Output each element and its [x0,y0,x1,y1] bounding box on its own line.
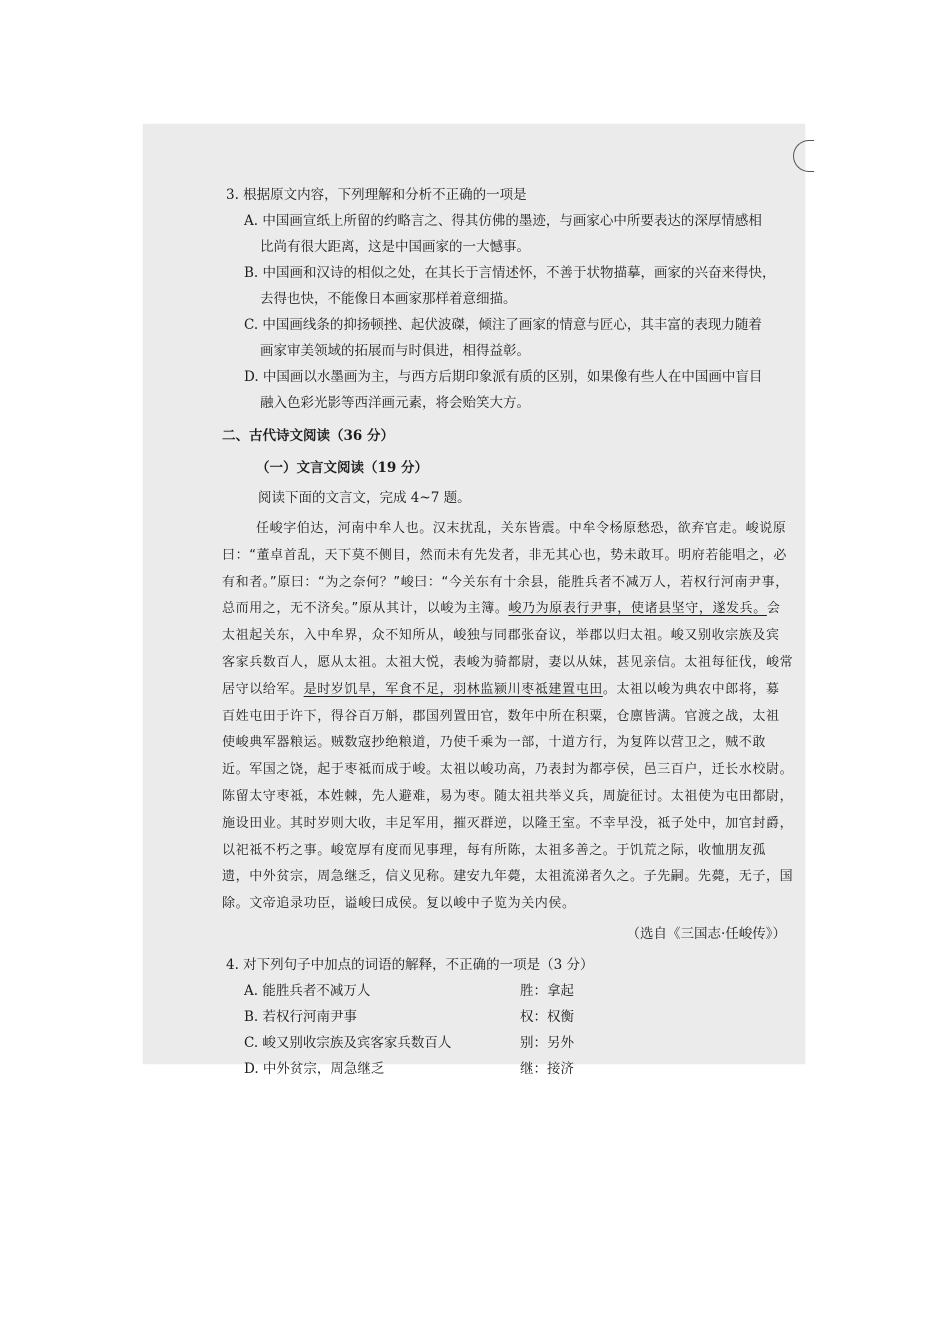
passage-source: （选自《三国志·任峻传》） [626,925,786,942]
passage-text: 有和者。”原曰：“为之奈何？”峻曰：“今关东有十余县，能胜兵者不减万人，若权行河南尹事， [222,574,789,590]
reading-instruction: 阅读下面的文言文，完成 4~7 题。 [258,490,471,506]
passage-text: 任峻字伯达，河南中牟人也。汉末扰乱，关东皆震。中牟令杨原愁恐，欲弃官走。峻说原 [256,521,787,536]
passage-text: 会 [766,601,781,617]
q4-option-b-sentence: B. 若权行河南尹事 [244,1008,358,1025]
passage-text: 百姓屯田于许下，得谷百万斛，郡国列置田官，数年中所在积粟，仓廪皆满。官渡之战，太祖 [222,708,780,724]
passage-line [222,730,794,757]
passage-text: 除。文帝追录功臣，谥峻曰成侯。复以峻中子览为关内侯。 [222,896,576,912]
passage-line [222,891,794,918]
q4-option-d-answer: 继：接济 [520,1060,574,1077]
passage-line [222,811,794,838]
passage-line [222,784,794,811]
passage-text: 以祀祗不朽之事。峻宽厚有度而见事理，每有所陈，太祖多善之。于饥荒之际，收恤朋友孤 [222,842,767,858]
passage-text: 曰：“董卓首乱，天下莫不侧目，然而未有先发者，非无其心也，势未敢耳。明府若能唱之，必 [222,547,787,563]
question-3 [222,182,794,416]
passage-text: 施设田业。其时岁则大收，丰足军用，摧灭群逆，以隆王室。不幸早没，祗子处中，加官封爵， [222,815,794,831]
q4-option-a-sentence: A. 能胜兵者不减万人 [244,982,371,999]
q4-option-a-answer: 胜：拿起 [520,982,574,999]
q4-option-d [244,1056,794,1082]
q3-option-c-line1: C. 中国画线条的抑扬顿挫、起伏波磔，倾注了画家的情意与匠心，其丰富的表现力随着 [244,317,762,333]
document-content [222,182,794,1082]
q4-option-b [244,1004,794,1030]
section-2-title: 二、古代诗文阅读（36 分） [222,428,394,444]
underlined-sentence: 峻乃为原表行尹事，使诸县坚守，遂发兵。 [508,601,767,617]
passage-text: 使峻典军器粮运。贼数寇抄绝粮道，乃使千乘为一部，十道方行，为复阵以营卫之，贼不敢 [222,735,767,751]
passage-line [222,677,794,704]
passage-text: 太祖起关东，入中牟界，众不知所从，峻独与同郡张奋议，举郡以归太祖。峻又别收宗族及宾 [222,628,780,644]
passage-text: 客家兵数百人，愿从太祖。太祖大悦，表峻为骑都尉，妻以从妹，甚见亲信。太祖每征伐，峻常 [222,654,794,670]
q3-option-a-line2: 比尚有很大距离，这是中国画家的一大憾事。 [260,239,530,255]
question-4 [222,952,794,1082]
passage-text: 。太祖以峻为典农中郎将，募 [602,681,780,697]
passage-line [222,650,794,677]
q4-option-d-sentence: D. 中外贫宗，周急继乏 [244,1060,385,1077]
passage-text: 总而用之，无不济矣。”原从其计，以峻为主簿。 [222,601,509,617]
passage-line [222,516,794,543]
subsection-title: （一）文言文阅读（19 分） [256,460,428,476]
passage-text: 近。军国之饶，起于枣祗而成于峻。太祖以峻功高，乃表封为都亭侯，邑三百户，迁长水校尉。 [222,762,794,778]
passage-text: 陈留太守枣祗，本姓棘，先人避难，易为枣。随太祖共举义兵，周旋征讨。太祖使为屯田都尉， [222,788,794,804]
question-3-stem: 3. 根据原文内容，下列理解和分析不正确的一项是 [226,187,527,203]
q4-option-c [244,1030,794,1056]
q4-option-c-sentence: C. 峻又别收宗族及宾客家兵数百人 [244,1034,452,1051]
q3-option-c-line2: 画家审美领域的拓展而与时俱进，相得益彰。 [260,343,530,359]
question-4-stem: 4. 对下列句子中加点的词语的解释，不正确的一项是（3 分） [226,956,594,973]
passage-line [222,596,794,623]
passage-line [222,543,794,570]
passage-text: 遗，中外贫宗，周急继乏，信义见称。建安九年薨，太祖流涕者久之。子先嗣。先薨，无子，国 [222,869,794,885]
passage-line [222,864,794,891]
q4-option-c-answer: 别：另外 [520,1034,574,1051]
q3-option-b-line2: 去得也快，不能像日本画家那样着意细描。 [260,291,517,307]
passage-line [222,704,794,731]
underlined-sentence: 是时岁饥旱，军食不足，羽林监颍川枣祗建置屯田 [303,681,603,697]
passage-line [222,623,794,650]
passage-text: 居守以给军。 [222,681,304,697]
passage-line [222,838,794,865]
passage-line [222,570,794,597]
q3-option-b-line1: B. 中国画和汉诗的相似之处，在其长于言情述怀，不善于状物描摹，画家的兴奋来得快， [244,265,776,281]
q4-option-b-answer: 权：权衡 [520,1008,574,1025]
q3-option-d-line2: 融入色彩光影等西洋画元素，将会贻笑大方。 [260,395,530,411]
q3-option-d-line1: D. 中国画以水墨画为主，与西方后期印象派有质的区别，如果像有些人在中国画中盲目 [244,369,763,385]
q3-option-a-line1: A. 中国画宣纸上所留的约略言之、得其仿佛的墨迹，与画家心中所要表达的深厚情感相 [244,213,762,229]
passage-line [222,757,794,784]
classical-passage [222,516,794,918]
q4-option-a [244,978,794,1004]
